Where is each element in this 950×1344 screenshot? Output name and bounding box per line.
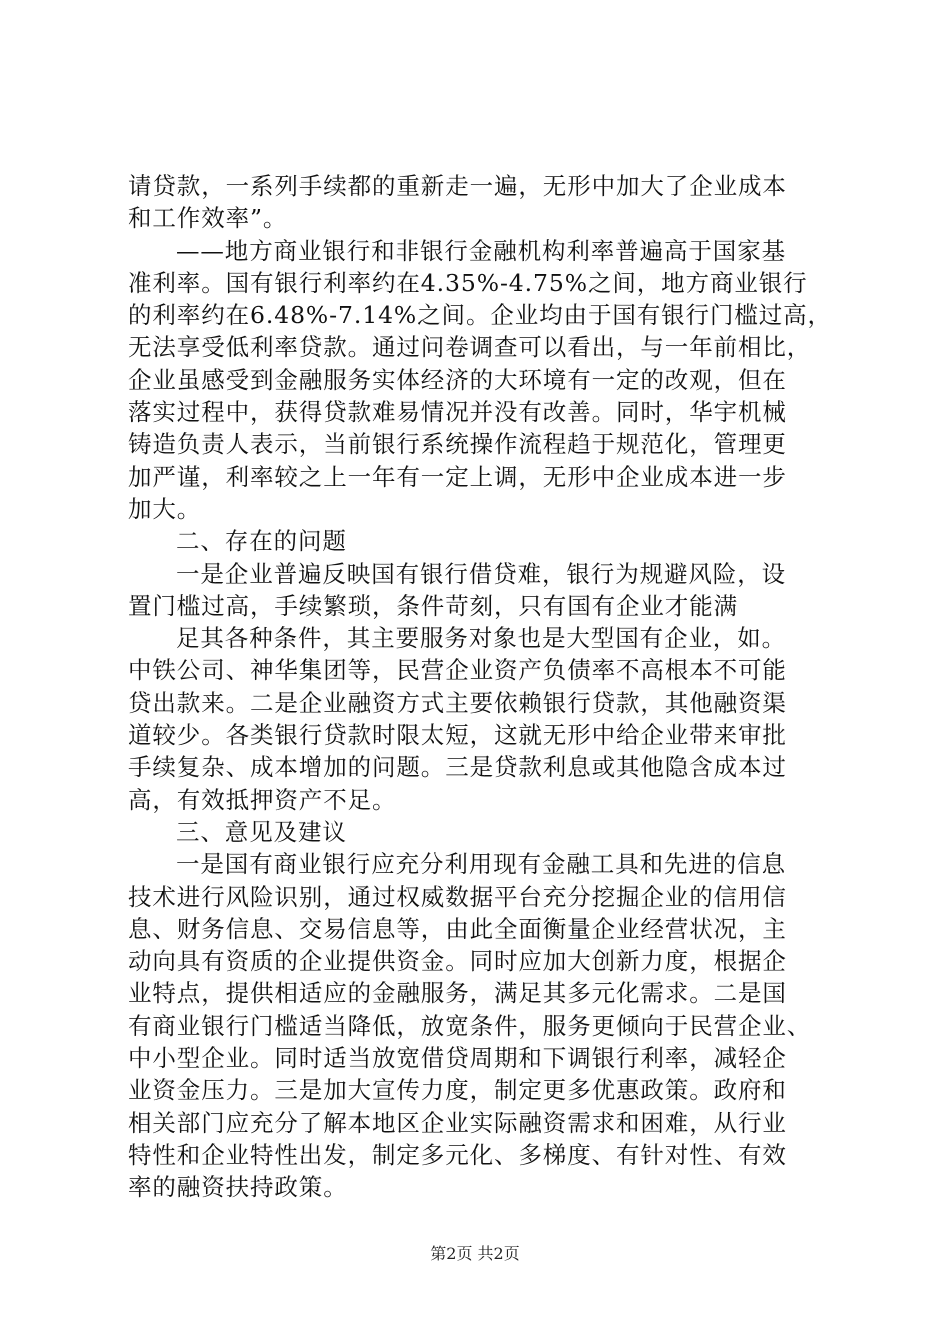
body-text — [128, 170, 838, 1204]
text-line: 请贷款，一系列手续都的重新走一遍，无形中加大了企业成本 — [128, 172, 787, 200]
text-line: 和工作效率”。 — [128, 204, 288, 233]
text-line: 动向具有资质的企业提供资金。同时应加大创新力度，根据企 — [128, 947, 787, 976]
paragraph-start-line: 一是企业普遍反映国有银行借贷难，银行为规避风险，设 — [176, 559, 786, 588]
text-line: 特性和企业特性出发，制定多元化、多梯度、有针对性、有效 — [128, 1140, 787, 1169]
text-line: 息、财务信息、交易信息等，由此全面衡量企业经营状况，主 — [128, 914, 787, 943]
text-line: 技术进行风险识别，通过权威数据平台充分挖掘企业的信用信 — [128, 882, 787, 911]
text-line: 道较少。各类银行贷款时限太短，这就无形中给企业带来审批 — [128, 721, 787, 750]
text-line: 贷出款来。二是企业融资方式主要依赖银行贷款，其他融资渠 — [128, 688, 787, 717]
text-line: 足其各种条件，其主要服务对象也是大型国有企业，如。 — [176, 624, 786, 653]
section-heading: 二、存在的问题 — [176, 527, 347, 556]
text-line: 加严谨，利率较之上一年有一定上调，无形中企业成本进一步 — [128, 462, 787, 491]
text-line: 有商业银行门槛适当降低，放宽条件，服务更倾向于民营企业、 — [128, 1011, 812, 1040]
text-line: 置门槛过高，手续繁琐，条件苛刻，只有国有企业才能满 — [128, 591, 738, 620]
text-line: 铸造负责人表示，当前银行系统操作流程趋于规范化，管理更 — [128, 430, 787, 459]
text-line: 企业虽感受到金融服务实体经济的大环境有一定的改观，但在 — [128, 365, 787, 394]
paragraph-start-line: 一是国有商业银行应充分利用现有金融工具和先进的信息 — [176, 850, 786, 879]
page-number-footer: 第2页 共2页 — [430, 1244, 520, 1263]
text-line: 手续复杂、成本增加的问题。三是贷款利息或其他隐含成本过 — [128, 753, 787, 782]
section-heading: 三、意见及建议 — [176, 817, 347, 846]
text-line: 准利率。国有银行利率约在4.35%-4.75%之间，地方商业银行 — [128, 268, 808, 297]
text-line: 相关部门应充分了解本地区企业实际融资需求和困难，从行业 — [128, 1108, 787, 1137]
text-line: 率的融资扶持政策。 — [128, 1173, 348, 1202]
text-line: 无法享受低利率贷款。通过问卷调查可以看出，与一年前相比， — [128, 333, 812, 362]
text-line: 加大。 — [128, 494, 202, 523]
text-line: 高，有效抵押资产不足。 — [128, 785, 397, 814]
text-line: 中铁公司、神华集团等，民营企业资产负债率不高根本不可能 — [128, 656, 787, 685]
text-line: 中小型企业。同时适当放宽借贷周期和下调银行利率，减轻企 — [128, 1044, 787, 1073]
text-line: 落实过程中，获得贷款难易情况并没有改善。同时，华宇机械 — [128, 398, 787, 427]
text-line: 业特点，提供相适应的金融服务，满足其多元化需求。二是国 — [128, 979, 787, 1008]
paragraph-start-line: ——地方商业银行和非银行金融机构利率普遍高于国家基 — [176, 236, 786, 265]
text-line: 业资金压力。三是加大宣传力度，制定更多优惠政策。政府和 — [128, 1076, 787, 1105]
text-line: 的利率约在6.48%-7.14%之间。企业均由于国有银行门槛过高， — [128, 301, 832, 330]
